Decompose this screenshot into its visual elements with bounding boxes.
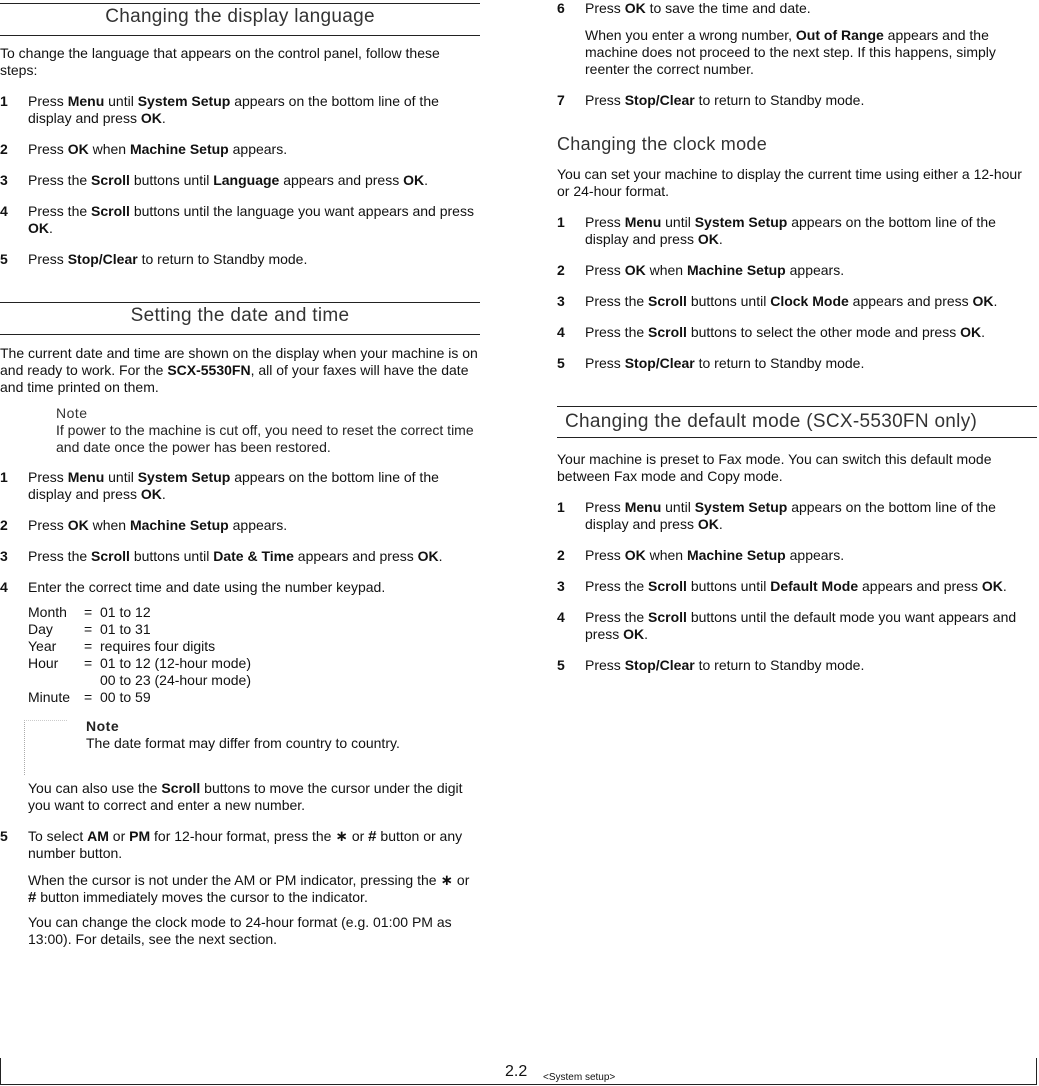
range-value: 00 to 59 bbox=[100, 689, 151, 705]
range-table bbox=[28, 604, 480, 706]
step-item bbox=[0, 469, 480, 503]
range-eq: = bbox=[84, 638, 93, 654]
step-text: Press the Scroll buttons until Date & Time appears and press OK. bbox=[28, 548, 443, 564]
step-number: 5 bbox=[557, 355, 565, 371]
step-number: 2 bbox=[557, 262, 565, 278]
intro-paragraph: To change the language that appears on the control panel, follow these steps: bbox=[0, 45, 440, 78]
step-number: 3 bbox=[0, 172, 8, 188]
step-item bbox=[557, 609, 1037, 643]
range-eq: = bbox=[84, 621, 93, 637]
section-title: Changing the display language bbox=[105, 6, 375, 27]
step-detail: When you enter a wrong number, Out of Range appears and the machine does not proceed to the next step. If this happens, simply reenter the correct number. bbox=[585, 27, 996, 77]
range-label: Day bbox=[28, 621, 53, 637]
step-number: 1 bbox=[557, 214, 565, 230]
step-number: 2 bbox=[0, 141, 8, 157]
step-number: 4 bbox=[557, 609, 565, 625]
step-text: Press Menu until System Setup appears on the bottom line of the display and press OK. bbox=[28, 469, 439, 502]
step-item bbox=[557, 214, 1037, 248]
step-number: 5 bbox=[557, 657, 565, 673]
step-item bbox=[0, 141, 480, 158]
step-text: Press Stop/Clear to return to Standby mode. bbox=[585, 92, 865, 108]
step-text: Press the Scroll buttons until the default mode you want appears and press OK. bbox=[585, 609, 1017, 642]
step-detail: You can also use the Scroll buttons to move the cursor under the digit you want to correct and enter a new number. bbox=[28, 780, 463, 813]
range-label: Hour bbox=[28, 655, 59, 671]
range-label: Month bbox=[28, 604, 67, 620]
step-item bbox=[557, 578, 1037, 595]
step-text: Press OK when Machine Setup appears. bbox=[28, 141, 288, 157]
range-row bbox=[28, 621, 480, 638]
step-text: Press Stop/Clear to return to Standby mode. bbox=[28, 251, 308, 267]
range-value: 00 to 23 (24-hour mode) bbox=[100, 672, 251, 688]
section-title: Setting the date and time bbox=[130, 305, 350, 326]
step-item bbox=[557, 0, 1037, 78]
step-number: 3 bbox=[557, 578, 565, 594]
step-item bbox=[0, 828, 480, 948]
range-value: 01 to 12 bbox=[100, 604, 151, 620]
step-text: Press OK when Machine Setup appears. bbox=[585, 262, 845, 278]
step-list bbox=[0, 469, 480, 948]
step-number: 2 bbox=[557, 547, 565, 563]
note-icon bbox=[24, 720, 67, 775]
left-column bbox=[0, 0, 480, 948]
heading-rule bbox=[0, 35, 480, 36]
page-number: 2.2 bbox=[505, 1063, 528, 1080]
step-item bbox=[0, 579, 480, 814]
range-row bbox=[28, 689, 480, 706]
range-value: 01 to 31 bbox=[100, 621, 151, 637]
step-item bbox=[557, 324, 1037, 341]
step-text: Press the Scroll buttons until Clock Mode appears and press OK. bbox=[585, 293, 998, 309]
step-list bbox=[0, 93, 480, 268]
note-block bbox=[28, 718, 480, 752]
step-item bbox=[557, 262, 1037, 279]
step-number: 6 bbox=[557, 0, 565, 16]
range-row bbox=[28, 604, 480, 621]
step-text: Press Menu until System Setup appears on the bottom line of the display and press OK. bbox=[585, 499, 996, 532]
step-number: 3 bbox=[557, 293, 565, 309]
step-text: Press OK when Machine Setup appears. bbox=[585, 547, 845, 563]
range-eq: = bbox=[84, 604, 93, 620]
step-item bbox=[0, 172, 480, 189]
step-text: Press the Scroll buttons until Default Mode appears and press OK. bbox=[585, 578, 1007, 594]
step-number: 1 bbox=[0, 93, 8, 109]
step-text: Press Stop/Clear to return to Standby mode. bbox=[585, 355, 865, 371]
range-row bbox=[28, 655, 480, 672]
note-block bbox=[0, 405, 480, 456]
step-text: Press Stop/Clear to return to Standby mode. bbox=[585, 657, 865, 673]
step-item bbox=[557, 92, 1037, 109]
note-text: If power to the machine is cut off, you need to reset the correct time and date once the power has been restored. bbox=[56, 422, 474, 455]
step-list bbox=[557, 499, 1037, 674]
step-number: 1 bbox=[557, 499, 565, 515]
step-text: To select AM or PM for 12-hour format, press the ∗ or # button or any number button. bbox=[28, 828, 463, 861]
step-text: Press OK to save the time and date. bbox=[585, 0, 811, 16]
heading-rule bbox=[0, 302, 480, 303]
right-column bbox=[557, 0, 1037, 674]
range-eq: = bbox=[84, 655, 93, 671]
step-number: 1 bbox=[0, 469, 8, 485]
range-label: Minute bbox=[28, 689, 71, 705]
step-number: 4 bbox=[557, 324, 565, 340]
step-number: 5 bbox=[0, 828, 8, 844]
step-item bbox=[0, 93, 480, 127]
note-title: Note bbox=[56, 405, 88, 421]
heading-rule bbox=[0, 334, 480, 335]
section-heading-date-time bbox=[0, 299, 480, 335]
footer-section-label: <System setup> bbox=[543, 1072, 616, 1083]
step-number: 4 bbox=[0, 579, 8, 595]
range-value: requires four digits bbox=[100, 638, 216, 654]
step-number: 7 bbox=[557, 92, 565, 108]
step-item bbox=[557, 293, 1037, 310]
step-number: 4 bbox=[0, 203, 8, 219]
step-item bbox=[557, 657, 1037, 674]
intro-paragraph: You can set your machine to display the current time using either a 12-hour or 24-hour format. bbox=[557, 166, 1022, 199]
intro-paragraph: The current date and time are shown on the display when your machine is on and ready to work. For the SCX-5530FN, all of your faxes will have the date and time printed on them. bbox=[0, 345, 478, 395]
step-text: Enter the correct time and date using the number keypad. bbox=[28, 579, 386, 595]
section-heading-default-mode bbox=[557, 406, 1037, 438]
step-number: 2 bbox=[0, 517, 8, 533]
step-item bbox=[557, 499, 1037, 533]
range-eq bbox=[84, 672, 100, 689]
intro-paragraph: Your machine is preset to Fax mode. You can switch this default mode between Fax mode and Copy mode. bbox=[557, 451, 992, 484]
step-item bbox=[557, 355, 1037, 372]
range-value: 01 to 12 (12-hour mode) bbox=[100, 655, 251, 671]
section-title: Changing the default mode (SCX-5530FN only) bbox=[565, 411, 978, 432]
step-item bbox=[0, 251, 480, 268]
step-text: Press OK when Machine Setup appears. bbox=[28, 517, 288, 533]
step-text: Press Menu until System Setup appears on the bottom line of the display and press OK. bbox=[28, 93, 439, 126]
range-row bbox=[28, 672, 480, 689]
range-row bbox=[28, 638, 480, 655]
range-label: Year bbox=[28, 638, 57, 654]
step-text: Press Menu until System Setup appears on the bottom line of the display and press OK. bbox=[585, 214, 996, 247]
range-eq: = bbox=[84, 689, 93, 705]
step-number: 5 bbox=[0, 251, 8, 267]
step-detail: When the cursor is not under the AM or PM indicator, pressing the ∗ or # button immediately moves the cursor to the indicator. bbox=[28, 872, 470, 906]
step-text: Press the Scroll buttons until Language appears and press OK. bbox=[28, 172, 428, 188]
note-title: Note bbox=[86, 718, 120, 734]
step-item bbox=[0, 517, 480, 534]
step-detail: You can change the clock mode to 24-hour format (e.g. 01:00 PM as 13:00). For details, see the next section. bbox=[28, 914, 452, 947]
step-list bbox=[557, 214, 1037, 372]
note-text: The date format may differ from country to country. bbox=[86, 735, 400, 751]
section-heading-display-language bbox=[0, 0, 480, 36]
step-number: 3 bbox=[0, 548, 8, 564]
range-label bbox=[28, 672, 84, 689]
step-item bbox=[0, 203, 480, 237]
heading-rule bbox=[0, 3, 480, 4]
step-item bbox=[0, 548, 480, 565]
step-text: Press the Scroll buttons to select the other mode and press OK. bbox=[585, 324, 985, 340]
step-item bbox=[557, 547, 1037, 564]
section-title: Changing the clock mode bbox=[557, 134, 768, 154]
step-text: Press the Scroll buttons until the language you want appears and press OK. bbox=[28, 203, 474, 236]
